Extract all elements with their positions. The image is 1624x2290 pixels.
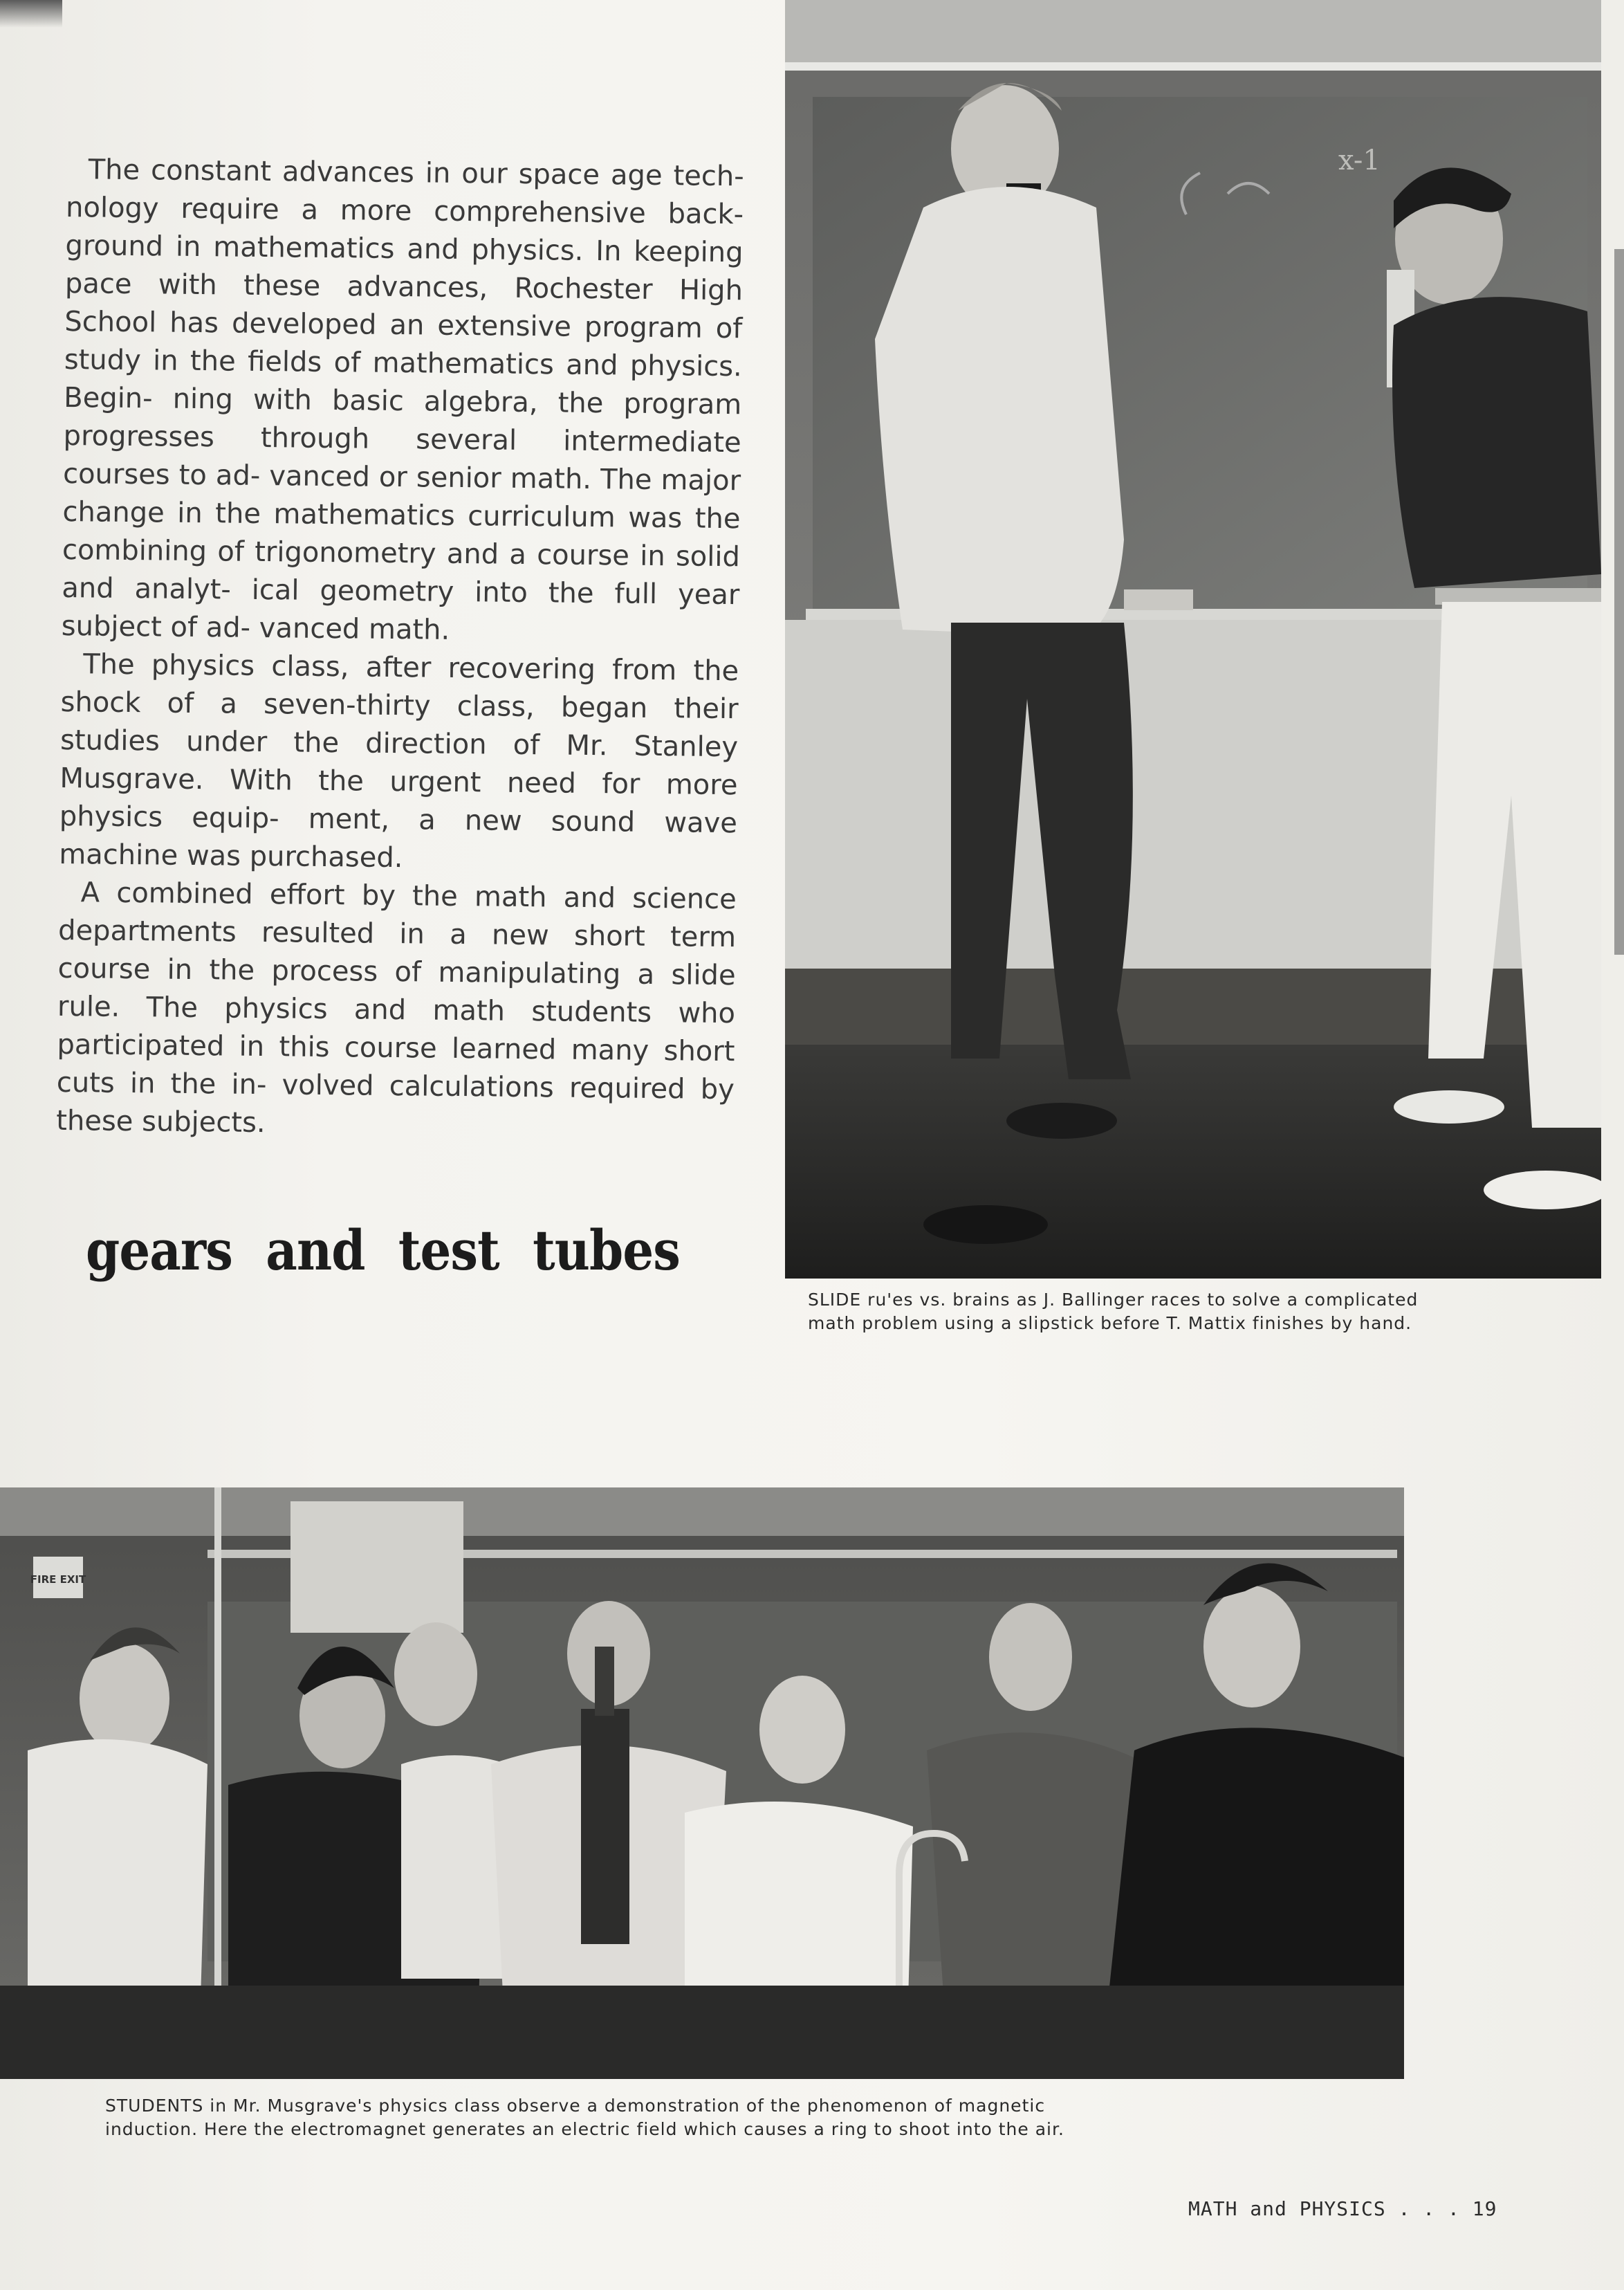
paragraph-2: The physics class, after recovering from the shock of a seven-thirty class, began their studies under the direction of Mr. Stanley Musgrave. With the urgent need for more physics equip- ment, a new sound wave machine was purchased.	[59, 648, 739, 874]
physics-class-illustration	[0, 1487, 1404, 2079]
board-writing: x-1	[1338, 145, 1381, 176]
chalkboard-scene-illustration	[785, 0, 1601, 1279]
page-edge	[1614, 249, 1624, 955]
fire-exit-text: FIRE EXIT	[30, 1573, 86, 1586]
caption-lead: STUDENTS	[105, 2096, 204, 2116]
photo-top-caption	[808, 1288, 1472, 1335]
photo-bottom-caption	[105, 2094, 1087, 2141]
page-folio: MATH and PHYSICS . . . 19	[1188, 2197, 1497, 2220]
article-body	[56, 151, 744, 1147]
photo-slide-rule-race	[785, 0, 1601, 1279]
section-title: gears and test tubes	[86, 1218, 681, 1283]
electromagnet	[581, 1709, 629, 1944]
paragraph-3: A combined effort by the math and science departments resulted in a new short term course in the process of manipulating a slide rule. The physics and math students who participated in this course learned many short cuts in the in- volved calculations required by these subjects.	[56, 877, 737, 1139]
page-corner-shadow	[0, 0, 62, 28]
caption-text: ru'es vs. brains as J. Ballinger races to solve a complicated math problem using a slipstick before T. Mattix finishes by hand.	[808, 1290, 1419, 1333]
paragraph-1: The constant advances in our space age tech- nology require a more comprehensive back- ground in mathematics and physics. In keeping pace with these advances, Rochester High School has developed an extensive program of study in the fields of mathematics and physics. Begin- ning with basic algebra, the program progresses through several intermediate courses to ad- vanced or senior math. The major change in the mathematics curriculum was the combining of trigonometry and a course in solid and analyt- ical geometry into the full year subject of ad- vanced math.	[61, 154, 744, 646]
photo-physics-class	[0, 1487, 1404, 2079]
caption-lead: SLIDE	[808, 1290, 862, 1310]
caption-text: in Mr. Musgrave's physics class observe a demonstration of the phenomenon of magnetic induction. Here the electromagnet generates an electric field which causes a ring to shoot into the air.	[105, 2096, 1064, 2139]
lab-bench	[0, 1986, 1404, 2079]
student-left-sweater	[875, 187, 1124, 636]
wall-poster	[290, 1501, 463, 1633]
student-right-shirt	[1392, 297, 1601, 588]
